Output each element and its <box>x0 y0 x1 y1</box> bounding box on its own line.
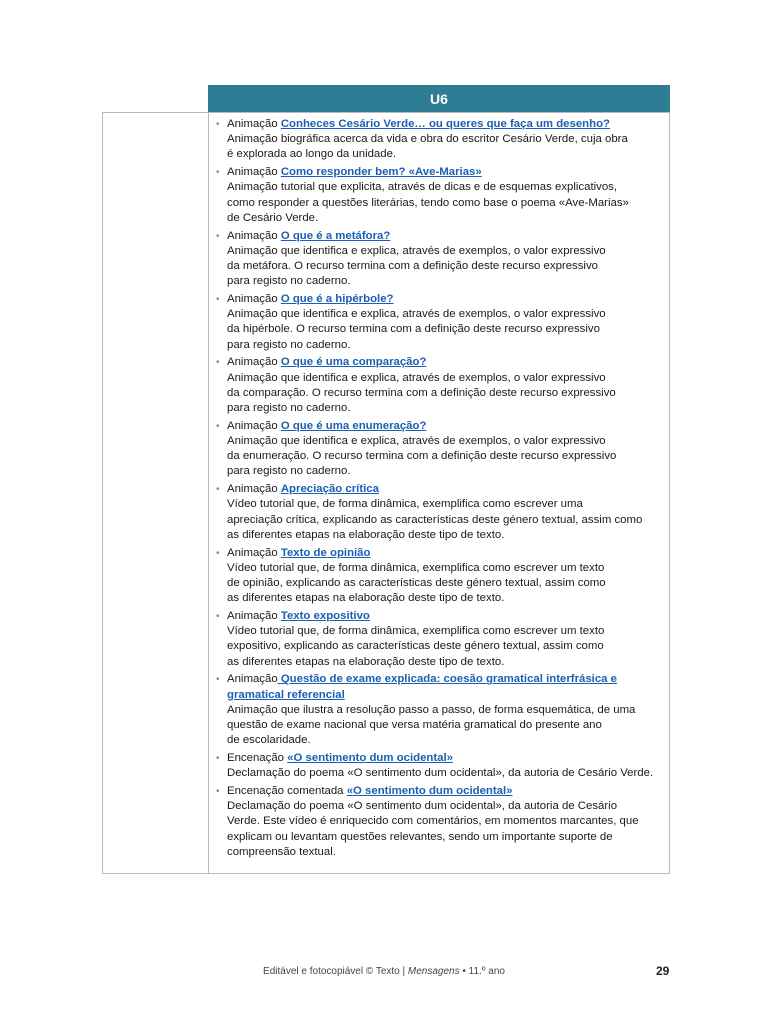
resource-link[interactable]: Conheces Cesário Verde… ou queres que faça um desenho? <box>280 118 610 130</box>
resource-link[interactable]: Como responder bem? «Ave-Marias» <box>280 166 482 179</box>
unit-title: U6 <box>430 90 448 107</box>
resource-description-line: Animação que identifica e explica, através de exemplos, o valor expressivo <box>227 244 606 257</box>
resource-item <box>216 117 661 163</box>
resource-type-label: Encenação <box>227 752 288 765</box>
resource-description-line: como responder a questões literárias, tendo como base o poema «Ave-Marias» <box>227 196 629 209</box>
resource-type-label: Animação <box>227 166 281 179</box>
resource-description-line: Animação que identifica e explica, através de exemplos, o valor expressivo <box>227 371 606 384</box>
page-number: 29 <box>656 964 670 978</box>
resource-type-label: Animação <box>227 673 278 686</box>
resource-type-label: Animação <box>227 118 281 130</box>
resource-description-line: questão de exame nacional que versa matéria gramatical do presente ano <box>227 719 602 732</box>
resource-link[interactable]: O que é uma comparação? <box>280 356 427 369</box>
resource-description-line: expositivo, explicando as características deste género textual, assim como <box>227 640 604 653</box>
resource-description-line: de Cesário Verde. <box>227 211 319 224</box>
resource-description-line: as diferentes etapas na elaboração deste tipo de texto. <box>227 528 505 541</box>
resource-description-line: Vídeo tutorial que, de forma dinâmica, exemplifica como escrever uma <box>227 498 583 511</box>
resource-description-line: para registo no caderno. <box>227 402 351 415</box>
resource-description-line: da hipérbole. O recurso termina com a definição deste recurso expressivo <box>227 323 600 336</box>
resource-type-label: Animação <box>227 610 281 623</box>
resource-item <box>216 229 661 290</box>
resource-description-line: Animação que identifica e explica, através de exemplos, o valor expressivo <box>227 308 606 321</box>
resource-item <box>216 419 661 480</box>
resource-description-line: da metáfora. O recurso termina com a definição deste recurso expressivo <box>227 260 598 273</box>
resource-description-line: de escolaridade. <box>227 734 311 747</box>
resource-link[interactable]: «O sentimento dum ocidental» <box>287 752 453 765</box>
footer-text-after: • 11.º ano <box>459 966 505 977</box>
resource-description-line: Verde. Este vídeo é enriquecido com comentários, em momentos marcantes, que <box>227 815 639 828</box>
resource-description-line: compreensão textual. <box>227 845 336 858</box>
resource-link[interactable]: Texto de opinião <box>280 546 371 559</box>
resource-type-label: Animação <box>227 546 281 559</box>
resource-description-line: as diferentes etapas na elaboração deste tipo de texto. <box>227 655 505 668</box>
resource-description-line: é explorada ao longo da unidade. <box>227 148 397 161</box>
empty-left-cell <box>103 113 209 873</box>
resource-link[interactable]: Texto expositivo <box>280 610 370 623</box>
resource-link[interactable]: O que é uma enumeração? <box>280 419 427 432</box>
resource-description-line: apreciação crítica, explicando as características deste género textual, assim como <box>227 513 643 526</box>
resource-type-label: Animação <box>227 483 281 496</box>
resource-description-line: Vídeo tutorial que, de forma dinâmica, exemplifica como escrever um texto <box>227 561 605 574</box>
resource-item <box>216 482 661 543</box>
resource-description-line: Declamação do poema «O sentimento dum ocidental», da autoria de Cesário <box>227 800 618 813</box>
resource-item <box>216 355 661 416</box>
resource-description-line: para registo no caderno. <box>227 275 351 288</box>
resource-item <box>216 784 661 860</box>
table-header <box>208 85 670 112</box>
resource-description-line: de opinião, explicando as características deste género textual, assim como <box>227 577 606 590</box>
resource-description-line: para registo no caderno. <box>227 338 351 351</box>
resource-description-line: da comparação. O recurso termina com a definição deste recurso expressivo <box>227 386 616 399</box>
resource-description-line: para registo no caderno. <box>227 465 351 478</box>
footer-book-title: Mensagens <box>407 966 460 977</box>
footer-text-before: Editável e fotocopiável © Texto | <box>263 966 408 977</box>
resource-description-line: as diferentes etapas na elaboração deste tipo de texto. <box>227 592 505 605</box>
resource-description-line: Declamação do poema «O sentimento dum ocidental», da autoria de Cesário Verde. <box>227 767 654 780</box>
resource-link[interactable]: O que é a metáfora? <box>280 229 391 242</box>
table-body-row <box>102 112 670 874</box>
resource-type-label: Animação <box>227 229 281 242</box>
resource-description-line: Animação tutorial que explicita, através de dicas e de esquemas explicativos, <box>227 181 618 194</box>
resource-type-label: Encenação comentada <box>227 785 347 798</box>
resource-type-label: Animação <box>227 293 281 306</box>
resource-description-line: explicam ou levantam questões relevantes, sendo um importante suporte de <box>227 830 613 843</box>
resource-item <box>216 546 661 607</box>
resource-item <box>216 672 661 748</box>
resource-item <box>216 609 661 670</box>
resource-table <box>102 85 670 873</box>
resource-description-line: Animação biográfica acerca da vida e obra do escritor Cesário Verde, cuja obra <box>227 133 628 146</box>
resource-description-line: da enumeração. O recurso termina com a definição deste recurso expressivo <box>227 450 617 463</box>
resource-link[interactable]: «O sentimento dum ocidental» <box>346 785 513 798</box>
resource-link[interactable]: O que é a hipérbole? <box>280 293 394 306</box>
resource-item <box>216 751 661 781</box>
resource-item <box>216 292 661 353</box>
resource-link[interactable]: Questão de exame explicada: coesão gramatical interfrásica e gramatical referencial <box>227 673 618 701</box>
resource-link[interactable]: Apreciação crítica <box>280 483 379 496</box>
resource-description-line: Vídeo tutorial que, de forma dinâmica, exemplifica como escrever um texto <box>227 625 605 638</box>
resource-item <box>216 165 661 226</box>
resource-list-cell <box>216 117 661 863</box>
resource-type-label: Animação <box>227 356 281 369</box>
resource-list <box>216 117 661 860</box>
resource-type-label: Animação <box>227 419 281 432</box>
resource-description-line: Animação que ilustra a resolução passo a passo, de forma esquemática, de uma <box>227 703 636 716</box>
footer-credit <box>0 966 768 977</box>
resource-description-line: Animação que identifica e explica, através de exemplos, o valor expressivo <box>227 435 606 448</box>
